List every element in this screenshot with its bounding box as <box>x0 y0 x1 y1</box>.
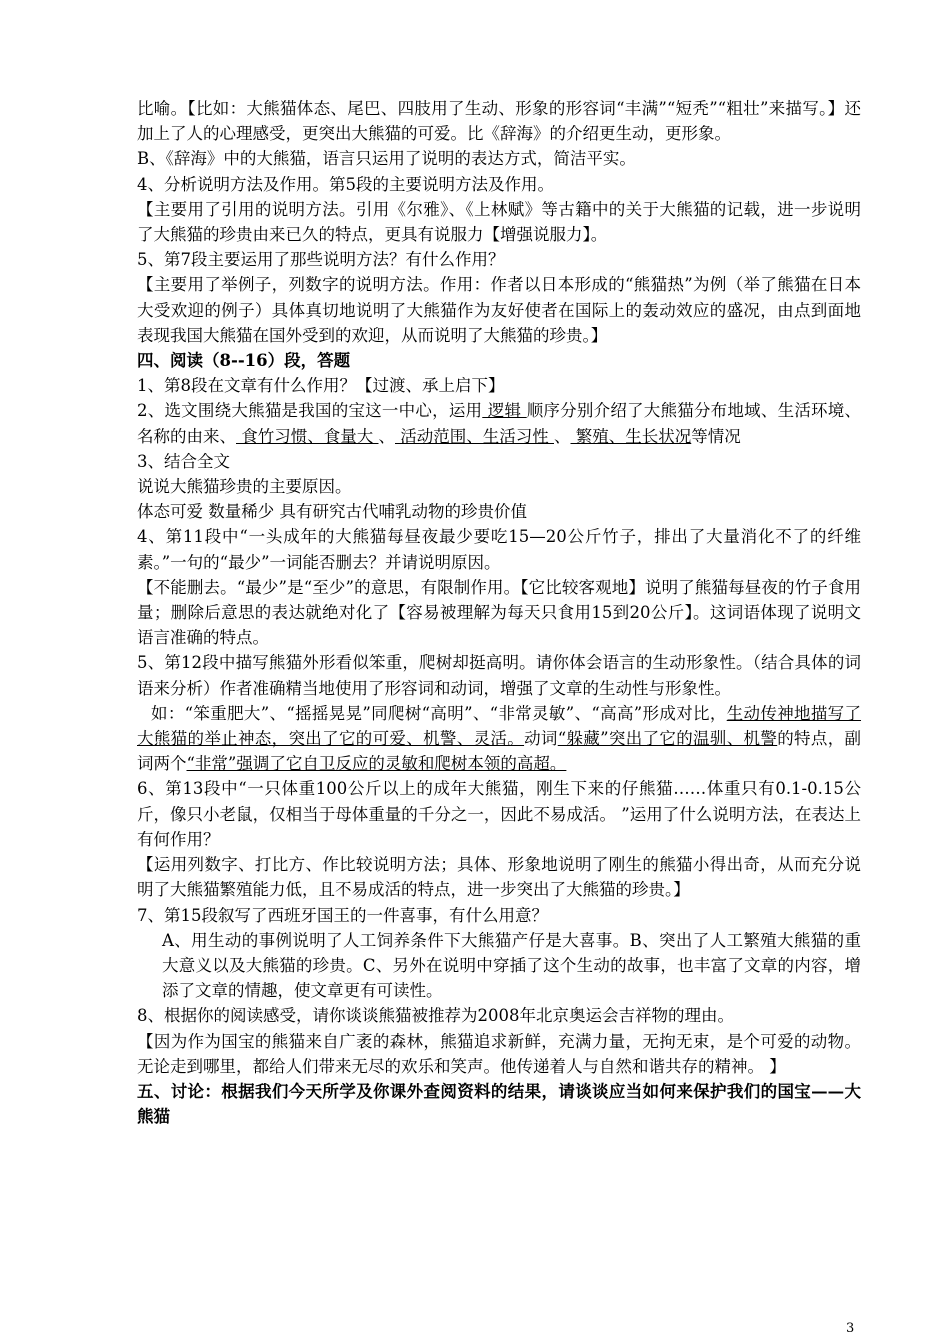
text-run: 比喻。【比如：大熊猫体态、尾巴、四肢用了生动、形象的形容词“丰满”“短秃”“粗壮”来描写。】还加上了人的心理感受，更突出大熊猫的可爱。比《辞海》的介绍更生动，更形象。 <box>137 99 861 144</box>
paragraph <box>137 146 861 171</box>
paragraph <box>137 524 861 574</box>
paragraph <box>137 499 861 524</box>
paragraph <box>137 398 861 448</box>
paragraph <box>137 247 861 272</box>
text-run: 、 <box>554 426 571 446</box>
text-run: 等情况 <box>691 426 741 446</box>
text-run: 4、第11段中“一头成年的大熊猫每昼夜最少要吃15—20公斤竹子，排出了大量消化不了的纤维素。”一句的“最少”一词能否删去？并请说明原因。 <box>137 527 861 572</box>
paragraph <box>137 903 861 928</box>
text-run: 、 <box>378 426 395 446</box>
text-run: 动词 <box>524 729 558 749</box>
underlined-answer: 逻辑 <box>482 401 527 421</box>
paragraph <box>137 449 861 474</box>
text-run: 如：“笨重肥大”、“摇摇晃晃”同爬树“高明”、“非常灵敏”、“高高”形成对比， <box>151 703 727 723</box>
page-number: 3 <box>846 1321 855 1336</box>
text-run: 【主要用了举例子，列数字的说明方法。作用：作者以日本形成的“熊猫热”为例（举了熊猫在日本大受欢迎的例子）具体真切地说明了大熊猫作为友好使者在国际上的轰动效应的盛况，由点到面地表现我国大熊猫在国外受到的欢迎，从而说明了大熊猫的珍贵。】 <box>137 275 861 345</box>
paragraph <box>137 852 861 902</box>
text-run: 五、讨论：根据我们今天所学及你课外查阅资料的结果，请谈谈应当如何来保护我们的国宝——大熊猫 <box>137 1081 861 1127</box>
paragraph <box>137 373 861 398</box>
paragraph <box>137 272 861 348</box>
paragraph <box>137 348 861 373</box>
text-run: 的特点，副词两个 <box>137 729 862 774</box>
paragraph <box>137 1003 861 1028</box>
text-run: A、用生动的事例说明了人工饲养条件下大熊猫产仔是大喜事。B、突出了人工繁殖大熊猫的重大意义以及大熊猫的珍贵。C、另外在说明中穿插了这个生动的故事，也丰富了文章的内容，增添了文章的情趣，使文章更有可读性。 <box>162 930 861 1001</box>
text-run: 4、分析说明方法及作用。第5段的主要说明方法及作用。 <box>137 174 554 194</box>
text-run: 四、阅读（8--16）段，答题 <box>137 351 351 371</box>
paragraph <box>137 172 861 197</box>
text-run: 2、选文围绕大熊猫是我国的宝这一中心，运用 <box>137 401 483 421</box>
document-body <box>137 96 861 1129</box>
paragraph <box>137 650 861 700</box>
text-run: 8、根据你的阅读感受，请你谈谈熊猫被推荐为2008年北京奥运会吉祥物的理由。 <box>137 1006 734 1026</box>
text-run: 5、第12段中描写熊猫外形看似笨重，爬树却挺高明。请你体会语言的生动形象性。（结合具体的词语来分析）作者准确精当地使用了形容词和动词，增强了文章的生动性与形象性。 <box>137 653 861 698</box>
text-run: 5、第7段主要运用了那些说明方法？有什么作用？ <box>137 250 505 270</box>
text-run: 3、结合全文 <box>137 451 230 471</box>
text-run: 6、第13段中“一只体重100公斤以上的成年大熊猫，刚生下来的仔熊猫……体重只有0.1-0.15公斤，像只小老鼠，仅相当于母体重量的千分之一，因此不易成活。 ”运用了什么说明方法，在表达上有何作用？ <box>137 779 861 849</box>
paragraph <box>137 474 861 499</box>
text-run: 体态可爱 数量稀少 具有研究古代哺乳动物的珍贵价值 <box>137 502 527 522</box>
paragraph <box>137 1079 861 1129</box>
paragraph <box>137 96 861 146</box>
paragraph <box>137 776 861 852</box>
underlined-answer: “躲藏”突出了它的温驯、机警 <box>557 729 778 749</box>
text-run: 【因为作为国宝的熊猫来自广袤的森林，熊猫追求新鲜，充满力量，无拘无束，是个可爱的动物。无论走到哪里，都给人们带来无尽的欢乐和笑声。他传递着人与自然和谐共存的精神。 】 <box>137 1031 861 1076</box>
text-run: B、《辞海》中的大熊猫，语言只运用了说明的表达方式，简洁平实。 <box>137 149 636 169</box>
text-run: 【不能删去。“最少”是“至少”的意思，有限制作用。【它比较客观地】说明了熊猫每昼夜的竹子食用量；删除后意思的表达就绝对化了【容易被理解为每天只食用15到20公斤】。这词语体现了说明文语言准确的特点。 <box>137 577 861 648</box>
text-run: 1、第8段在文章有什么作用？【过渡、承上启下】 <box>137 376 505 396</box>
text-run: 7、第15段叙写了西班牙国王的一件喜事，有什么用意？ <box>137 905 548 925</box>
paragraph <box>137 928 861 1004</box>
text-run: 说说大熊猫珍贵的主要原因。 <box>137 477 352 497</box>
underlined-answer: 食竹习惯、食量大 <box>236 426 379 446</box>
paragraph <box>137 197 861 247</box>
paragraph <box>137 1029 861 1079</box>
underlined-answer: 生动传神地描写了大熊猫的举止神态，突出了它的可爱、机警、灵活。 <box>137 703 862 749</box>
text-run: 【运用列数字、打比方、作比较说明方法；具体、形象地说明了刚生的熊猫小得出奇，从而充分说明了大熊猫繁殖能力低，且不易成活的特点，进一步突出了大熊猫的珍贵。】 <box>137 855 861 900</box>
text-run: 顺序分别介绍了大熊猫分布地域、生活环境、名称的由来、 <box>137 401 862 446</box>
underlined-answer: “非常”强调了它自卫反应的灵敏和爬树本领的高超。 <box>186 754 567 774</box>
underlined-answer: 繁殖、生长状况 <box>570 426 692 446</box>
underlined-answer: 活动范围、生活习性 <box>395 426 554 446</box>
text-run: 【主要用了引用的说明方法。引用《尔雅》、《上林赋》等古籍中的关于大熊猫的记载，进一步说明了大熊猫的珍贵由来已久的特点，更具有说服力【增强说服力】。 <box>137 199 861 245</box>
paragraph <box>137 701 861 777</box>
paragraph <box>137 575 861 651</box>
